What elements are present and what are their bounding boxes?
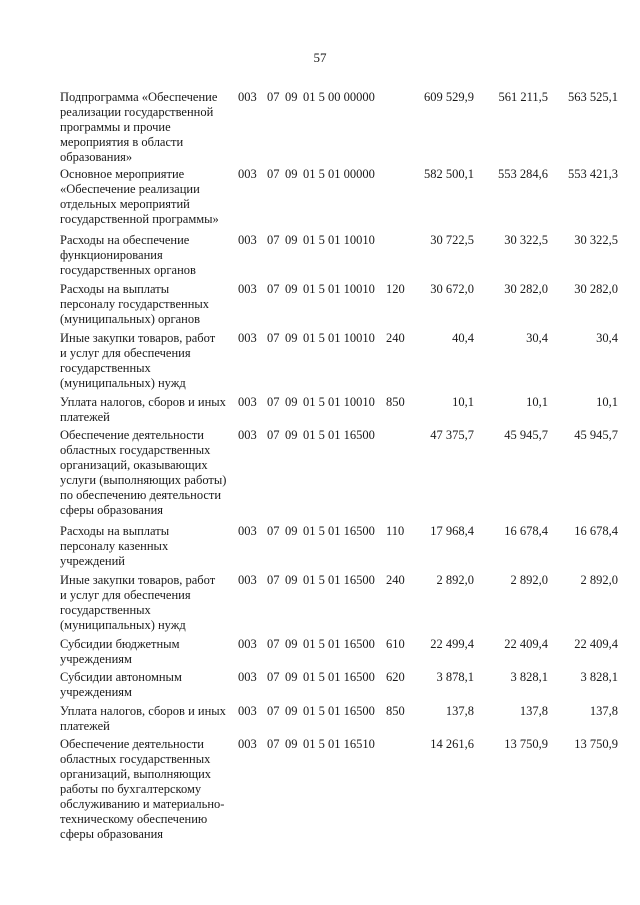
row-name <box>60 704 236 734</box>
section-code: 07 <box>267 331 280 345</box>
amount-year-1: 47 375,7 <box>430 428 474 442</box>
section-code: 07 <box>267 524 280 538</box>
section-code: 07 <box>267 282 280 296</box>
expense-type-code: 620 <box>386 670 405 684</box>
target-article-code: 01 5 01 10010 <box>303 395 375 409</box>
expense-type-code: 850 <box>386 704 405 718</box>
amount-year-3: 30 282,0 <box>574 282 618 296</box>
row-name-line: «Обеспечение реализации <box>60 182 200 196</box>
row-name-line: Субсидии бюджетным <box>60 637 180 651</box>
target-article-code: 01 5 01 16500 <box>303 428 375 442</box>
amount-year-2: 3 828,1 <box>510 670 548 684</box>
amount-year-1: 3 878,1 <box>436 670 474 684</box>
admin-code: 003 <box>238 282 257 296</box>
row-name-line: (муниципальных) нужд <box>60 376 186 390</box>
row-name-line: по обеспечению деятельности <box>60 488 222 502</box>
target-article-code: 01 5 01 00000 <box>303 167 375 181</box>
amount-year-3: 13 750,9 <box>574 737 618 751</box>
row-name-line: государственных <box>60 361 151 375</box>
target-article-code: 01 5 01 16500 <box>303 637 375 651</box>
amount-year-1: 137,8 <box>445 704 474 718</box>
section-code: 07 <box>267 395 280 409</box>
amount-year-1: 2 892,0 <box>436 573 474 587</box>
amount-year-3: 22 409,4 <box>574 637 618 651</box>
expense-type-code: 110 <box>386 524 405 538</box>
subsection-code: 09 <box>285 573 298 587</box>
row-name <box>60 395 236 425</box>
row-name <box>60 573 236 633</box>
amount-year-3: 563 525,1 <box>568 90 618 104</box>
amount-year-3: 2 892,0 <box>580 573 618 587</box>
row-name-line: и услуг для обеспечения <box>60 346 191 360</box>
row-name-line: организаций, оказывающих <box>60 458 208 472</box>
row-name-line: (муниципальных) нужд <box>60 618 186 632</box>
expense-type-code: 610 <box>386 637 405 651</box>
amount-year-3: 45 945,7 <box>574 428 618 442</box>
expense-type-code: 240 <box>386 331 405 345</box>
target-article-code: 01 5 01 10010 <box>303 331 375 345</box>
amount-year-3: 137,8 <box>589 704 618 718</box>
section-code: 07 <box>267 233 280 247</box>
admin-code: 003 <box>238 233 257 247</box>
amount-year-2: 30,4 <box>526 331 548 345</box>
row-name-line: реализации государственной <box>60 105 214 119</box>
amount-year-2: 561 211,5 <box>498 90 548 104</box>
amount-year-2: 2 892,0 <box>510 573 548 587</box>
amount-year-2: 16 678,4 <box>504 524 548 538</box>
row-name-line: функционирования <box>60 248 163 262</box>
row-name-line: обслуживанию и материально- <box>60 797 225 811</box>
row-name-line: мероприятия в области <box>60 135 184 149</box>
row-name-line: техническому обеспечению <box>60 812 208 826</box>
target-article-code: 01 5 01 16500 <box>303 704 375 718</box>
row-name-line: Иные закупки товаров, работ <box>60 331 216 345</box>
row-name-line: платежей <box>60 410 110 424</box>
amount-year-1: 609 529,9 <box>424 90 474 104</box>
row-name-line: учреждений <box>60 554 125 568</box>
amount-year-3: 3 828,1 <box>580 670 618 684</box>
admin-code: 003 <box>238 524 257 538</box>
subsection-code: 09 <box>285 428 298 442</box>
amount-year-2: 13 750,9 <box>504 737 548 751</box>
admin-code: 003 <box>238 428 257 442</box>
row-name-line: Подпрограмма «Обеспечение <box>60 90 218 104</box>
row-name <box>60 637 236 667</box>
amount-year-3: 30 322,5 <box>574 233 618 247</box>
amount-year-3: 30,4 <box>596 331 618 345</box>
amount-year-1: 17 968,4 <box>430 524 474 538</box>
row-name-line: учреждениям <box>60 652 132 666</box>
row-name-line: услуги (выполняющих работы) <box>60 473 227 487</box>
row-name-line: Расходы на выплаты <box>60 524 170 538</box>
amount-year-2: 137,8 <box>519 704 548 718</box>
row-name-line: сферы образования <box>60 827 164 841</box>
subsection-code: 09 <box>285 670 298 684</box>
row-name-line: областных государственных <box>60 443 211 457</box>
target-article-code: 01 5 01 16510 <box>303 737 375 751</box>
amount-year-2: 553 284,6 <box>498 167 548 181</box>
row-name-line: организаций, выполняющих <box>60 767 212 781</box>
admin-code: 003 <box>238 573 257 587</box>
admin-code: 003 <box>238 637 257 651</box>
subsection-code: 09 <box>285 331 298 345</box>
row-name-line: образования» <box>60 150 133 164</box>
row-name <box>60 282 236 327</box>
row-name-line: учреждениям <box>60 685 132 699</box>
row-name-line: сферы образования <box>60 503 164 517</box>
amount-year-3: 10,1 <box>596 395 618 409</box>
subsection-code: 09 <box>285 637 298 651</box>
section-code: 07 <box>267 90 280 104</box>
admin-code: 003 <box>238 670 257 684</box>
row-name-line: платежей <box>60 719 110 733</box>
amount-year-2: 45 945,7 <box>504 428 548 442</box>
section-code: 07 <box>267 670 280 684</box>
subsection-code: 09 <box>285 395 298 409</box>
amount-year-1: 14 261,6 <box>430 737 474 751</box>
amount-year-1: 30 672,0 <box>430 282 474 296</box>
row-name-line: Основное мероприятие <box>60 167 185 181</box>
section-code: 07 <box>267 737 280 751</box>
admin-code: 003 <box>238 331 257 345</box>
row-name <box>60 670 236 700</box>
admin-code: 003 <box>238 395 257 409</box>
amount-year-2: 30 322,5 <box>504 233 548 247</box>
target-article-code: 01 5 01 10010 <box>303 282 375 296</box>
target-article-code: 01 5 00 00000 <box>303 90 375 104</box>
expense-type-code: 120 <box>386 282 405 296</box>
row-name <box>60 90 236 165</box>
admin-code: 003 <box>238 90 257 104</box>
subsection-code: 09 <box>285 704 298 718</box>
subsection-code: 09 <box>285 282 298 296</box>
amount-year-1: 10,1 <box>452 395 474 409</box>
admin-code: 003 <box>238 737 257 751</box>
section-code: 07 <box>267 704 280 718</box>
row-name <box>60 428 236 518</box>
row-name-line: Обеспечение деятельности <box>60 428 205 442</box>
amount-year-1: 22 499,4 <box>430 637 474 651</box>
row-name-line: персоналу государственных <box>60 297 210 311</box>
page-number: 57 <box>313 50 327 65</box>
amount-year-1: 30 722,5 <box>430 233 474 247</box>
target-article-code: 01 5 01 10010 <box>303 233 375 247</box>
amount-year-3: 553 421,3 <box>568 167 618 181</box>
amount-year-2: 22 409,4 <box>504 637 548 651</box>
section-code: 07 <box>267 167 280 181</box>
row-name-line: Расходы на обеспечение <box>60 233 190 247</box>
row-name-line: областных государственных <box>60 752 211 766</box>
row-name-line: Иные закупки товаров, работ <box>60 573 216 587</box>
row-name-line: Субсидии автономным <box>60 670 182 684</box>
row-name <box>60 167 236 227</box>
row-name-line: Обеспечение деятельности <box>60 737 205 751</box>
subsection-code: 09 <box>285 737 298 751</box>
admin-code: 003 <box>238 167 257 181</box>
amount-year-2: 10,1 <box>526 395 548 409</box>
admin-code: 003 <box>238 704 257 718</box>
row-name-line: государственной программы» <box>60 212 219 226</box>
row-name-line: (муниципальных) органов <box>60 312 201 326</box>
target-article-code: 01 5 01 16500 <box>303 670 375 684</box>
section-code: 07 <box>267 637 280 651</box>
amount-year-1: 40,4 <box>452 331 474 345</box>
row-name-line: программы и прочие <box>60 120 171 134</box>
amount-year-2: 30 282,0 <box>504 282 548 296</box>
row-name <box>60 737 236 842</box>
amount-year-1: 582 500,1 <box>424 167 474 181</box>
row-name-line: отдельных мероприятий <box>60 197 190 211</box>
section-code: 07 <box>267 428 280 442</box>
subsection-code: 09 <box>285 90 298 104</box>
row-name-line: Уплата налогов, сборов и иных <box>60 704 226 718</box>
section-code: 07 <box>267 573 280 587</box>
row-name-line: государственных органов <box>60 263 196 277</box>
row-name <box>60 331 236 391</box>
subsection-code: 09 <box>285 524 298 538</box>
row-name-line: Уплата налогов, сборов и иных <box>60 395 226 409</box>
amount-year-3: 16 678,4 <box>574 524 618 538</box>
target-article-code: 01 5 01 16500 <box>303 573 375 587</box>
expense-type-code: 850 <box>386 395 405 409</box>
row-name-line: персоналу казенных <box>60 539 169 553</box>
subsection-code: 09 <box>285 233 298 247</box>
row-name <box>60 524 236 569</box>
row-name-line: Расходы на выплаты <box>60 282 170 296</box>
row-name-line: и услуг для обеспечения <box>60 588 191 602</box>
row-name <box>60 233 236 278</box>
subsection-code: 09 <box>285 167 298 181</box>
row-name-line: государственных <box>60 603 151 617</box>
target-article-code: 01 5 01 16500 <box>303 524 375 538</box>
row-name-line: работы по бухгалтерскому <box>60 782 202 796</box>
expense-type-code: 240 <box>386 573 405 587</box>
